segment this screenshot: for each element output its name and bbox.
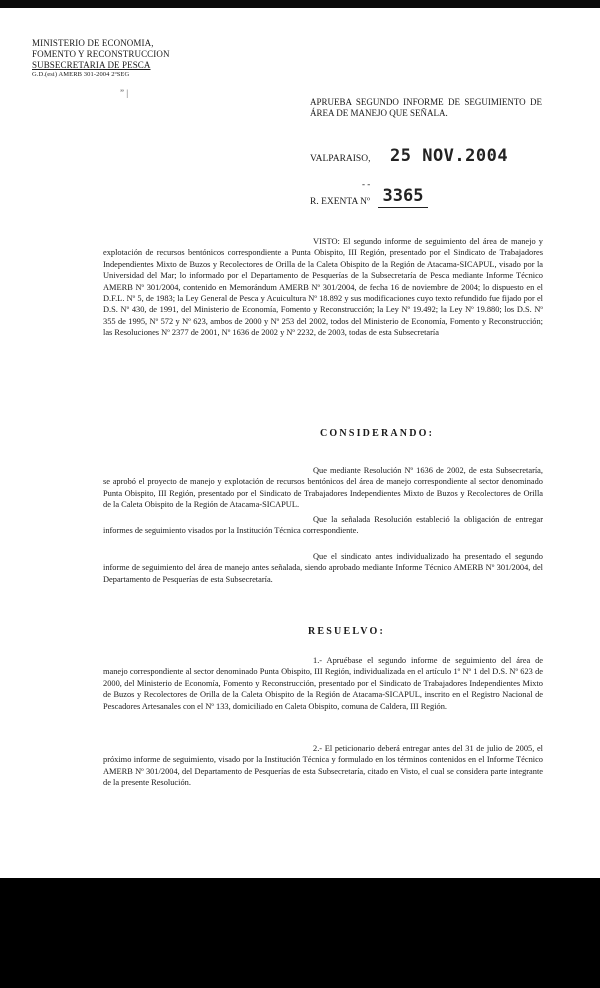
exenta-number: 3365 [378,185,428,208]
resuelvo-paragraph-1: 1.- Apruébase el segundo informe de seguimiento del área de manejo correspondiente al sector denominado Punta Obispito, III Región, individualizada en el artículo 1º Nº 1 del D.S. Nº 623 de 2000, del Ministerio de Economía, Fomento y Reconstrucción, presentado por el Sindicato de Trabajadores Independientes Mixto de Buzos y Recolectores de Orilla de la Caleta Obispito de la Región de Atacama-SICAPUL, inscrito en el Registro Nacional de Pescadores Artesanales con el Nº 133, domiciliado en Caleta Obispito, comuna de Caldera, III Región. [103,656,543,711]
considerando-paragraph-2: Que la señalada Resolución estableció la obligación de entregar informes de seguimiento visados por la Institución Técnica correspondiente. [103,515,543,536]
scan-border-bottom [0,878,600,988]
reference-code: G.D.(esi) AMERB 301-2004 2ºSEG [32,71,130,78]
exenta-line [310,179,560,209]
undersecretary-name: SUBSECRETARIA DE PESCA [32,60,151,70]
ministry-subtitle: FOMENTO Y RECONSTRUCCION [32,49,170,59]
considerando-paragraph-1: Que mediante Resolución Nº 1636 de 2002, de esta Subsecretaría, se aprobó el proyecto de manejo y explotación de recursos bentónicos del área de manejo correspondiente al sector denominado Punta Obispito, III Región, presentado por el Sindicato de Trabajadores Independientes Mixto de Buzos y Recolectores de Orilla de la Caleta Obispito de la Región de Atacama-SICAPUL. [103,466,543,510]
letterhead [32,38,212,79]
date-stamp: 25 NOV.2004 [390,146,509,166]
date-line [310,146,560,168]
visto-paragraph: VISTO: El segundo informe de seguimiento del área de manejo y explotación de recursos bentónicos correspondiente a Punta Obispito, III Región, presentado por el Sindicato de Trabajadores Independientes Mixto de Buzos y Recolectores de Orilla de la Caleta Obispito de la Región de Atacama-SICAPUL, visado por la Universidad del Mar; lo informado por el Departamento de Pesquerías de la Subsecretaría de Pesca mediante Informe Técnico AMERB Nº 301/2004, contenido en Memorándum AMERB Nº 301/2004, de fecha 16 de noviembre de 2004; lo dispuesto en el D.F.L. Nº 5, de 1983; la Ley General de Pesca y Acuicultura Nº 18.892 y sus modificaciones cuyo texto refundido fue fijado por el D.S. Nº 430, de 1991, del Ministerio de Economía, Fomento y Reconstrucción; la Ley Nº 19.492; la Ley Nº 19.880; los D.S. Nº 355 de 1995, Nº 572 y Nº 623, ambos de 2000 y Nº 253 del 2002, todos del Ministerio de Economía, Fomento y Reconstrucción; las Resoluciones Nº 2377 de 2001, Nº 1636 de 2002 y Nº 2232, de 2003, todas de esta Subsecretaría [103,237,543,338]
city-label: VALPARAISO, [310,154,371,164]
handwritten-marks: ” | [120,88,129,98]
considerando-paragraph-3: Que el sindicato antes individualizado ha presentado el segundo informe de seguimiento del área de manejo antes señalada, siendo aprobado mediante Informe Técnico AMERB Nº 301/2004, del Departamento de Pesquerías de esta Subsecretaría. [103,552,543,584]
resuelvo-paragraph-2: 2.- El peticionario deberá entregar antes del 31 de julio de 2005, el próximo informe de seguimiento, visado por la Institución Técnica y formulado en los términos contenidos en el Informe Técnico AMERB Nº 301/2004, del Departamento de Pesquerías de esta Subsecretaría, citado en Visto, el cual se considera parte integrante de la presente Resolución. [103,744,543,788]
exenta-label: R. EXENTA Nº [310,197,370,207]
ministry-name: MINISTERIO DE ECONOMIA, [32,38,154,48]
exenta-dash: - - [362,179,371,189]
considerando-heading: CONSIDERANDO: [320,428,435,439]
resuelvo-heading: RESUELVO: [308,626,386,637]
scan-border-top [0,0,600,8]
resolution-subject: APRUEBA SEGUNDO INFORME DE SEGUIMIENTO DE ÁREA DE MANEJO QUE SEÑALA. [310,97,542,118]
